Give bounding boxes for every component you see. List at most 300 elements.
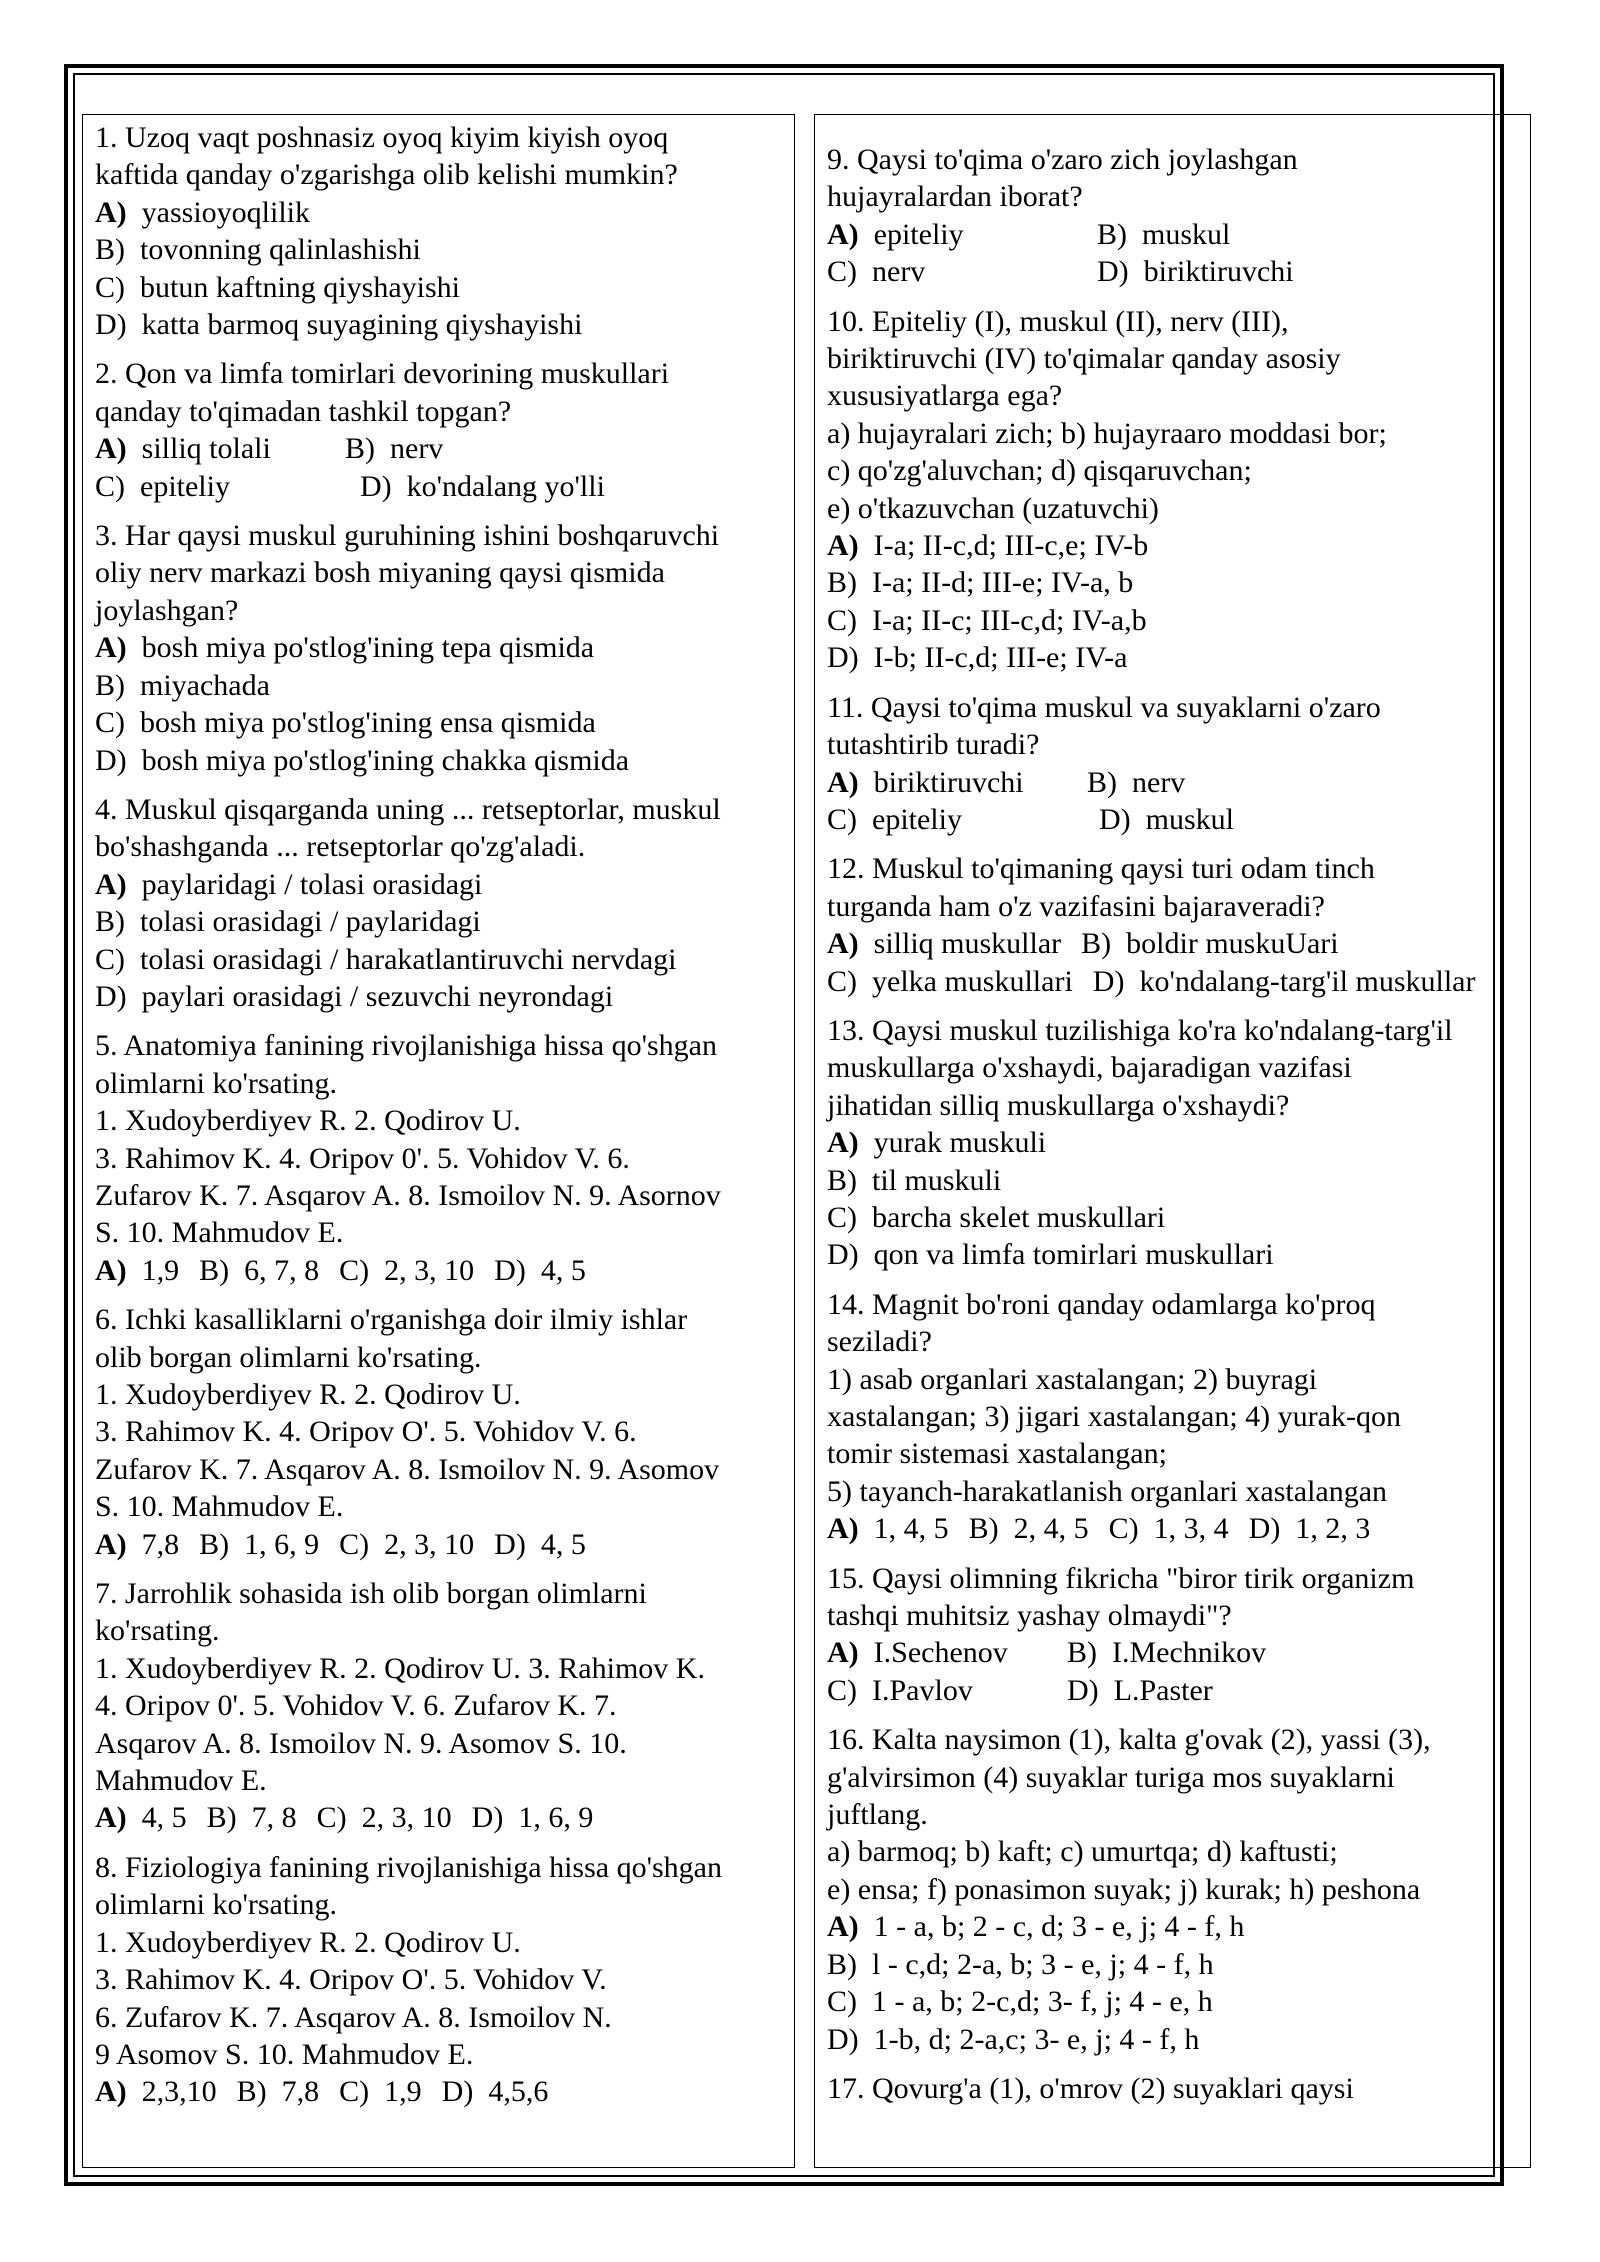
option-text: 2, 4, 5 [1013, 1512, 1089, 1546]
answer-options-row [827, 764, 1524, 801]
question-block [827, 1560, 1524, 1710]
answer-option [95, 269, 460, 306]
option-letter: C) [827, 255, 857, 289]
answer-options-row [827, 1672, 1524, 1709]
question-text-line: 1. Xudoyberdiyev R. 2. Qodirov U. [95, 1378, 521, 1411]
answer-option [827, 1983, 1213, 2020]
option-text: I.Mechnikov [1112, 1636, 1267, 1670]
option-text: paylaridagi / tolasi orasidagi [141, 867, 483, 901]
question-block [95, 791, 786, 1015]
question-text-line: 9 Asomov S. 10. Mahmudov E. [95, 2037, 474, 2071]
option-letter: C) [95, 942, 125, 976]
option-letter: D) [95, 743, 127, 777]
option-text: bosh miya po'stlog'ining ensa qismida [140, 706, 596, 740]
question-text-line: 5. Anatomiya fanining rivojlanishiga hissa qo'shgan [95, 1029, 717, 1063]
question-text-line: 15. Qaysi olimning fikricha "biror tirik organizm [827, 1561, 1415, 1595]
option-text: I-b; II-c,d; III-e; IV-a [873, 641, 1128, 675]
answer-option [237, 2073, 320, 2110]
option-letter: A) [827, 1910, 859, 1944]
option-text: silliq tolali [141, 432, 271, 466]
answer-option [207, 1799, 297, 1836]
answer-option [1067, 1672, 1213, 1709]
option-letter: A) [827, 1512, 859, 1546]
answer-option [95, 1252, 179, 1289]
option-text: 2, 3, 10 [384, 1527, 475, 1561]
answer-option [95, 629, 594, 666]
answer-options-row [827, 527, 1524, 564]
answer-options-row [95, 941, 786, 978]
question-text-line: Mahmudov E. [95, 1764, 267, 1798]
option-text: biriktiruvchi [1143, 255, 1294, 289]
answer-options-row [95, 1799, 786, 1836]
question-block [95, 119, 786, 343]
question-text-line: e) o'tkazuvchan (uzatuvchi) [827, 491, 1159, 525]
answer-option [827, 2021, 1199, 2058]
answer-options-row [95, 629, 786, 666]
right-question-column [814, 114, 1531, 2168]
option-letter: C) [316, 1801, 347, 1835]
answer-options-row [827, 1634, 1524, 1671]
question-block [827, 850, 1524, 1000]
answer-option [95, 704, 596, 741]
option-text: 2, 3, 10 [384, 1253, 475, 1287]
option-letter: C) [827, 603, 857, 637]
answer-option [494, 1526, 586, 1563]
option-text: 2,3,10 [141, 2075, 217, 2109]
option-text: 1 - a, b; 2-c,d; 3- f, j; 4 - e, h [872, 1985, 1213, 2019]
question-text-line: 3. Rahimov K. 4. Oripov O'. 5. Vohidov V. 6. [95, 1415, 637, 1449]
question-block [95, 1301, 786, 1563]
answer-option [472, 1799, 594, 1836]
option-letter: A) [827, 1636, 859, 1670]
option-letter: A) [95, 631, 127, 665]
question-text-line: 3. Har qaysi muskul guruhining ishini boshqaruvchi [95, 519, 720, 553]
answer-option [1087, 764, 1185, 801]
option-text: 4, 5 [141, 1801, 187, 1835]
option-text: 4,5,6 [488, 2075, 549, 2109]
option-letter: B) [1067, 1636, 1097, 1670]
answer-option [827, 1908, 1244, 1945]
answer-option [339, 1252, 474, 1289]
answer-option [95, 1526, 179, 1563]
option-letter: C) [827, 1673, 857, 1707]
answer-options-row [827, 1124, 1524, 1161]
option-letter: A) [827, 1126, 859, 1160]
option-text: bosh miya po'stlog'ining tepa qismida [141, 631, 595, 665]
answer-option [95, 742, 629, 779]
question-block [827, 689, 1524, 839]
option-letter: C) [95, 706, 125, 740]
answer-options-row [827, 1946, 1524, 1983]
answer-option [360, 468, 605, 505]
answer-option [1093, 963, 1476, 1000]
option-letter: D) [471, 1801, 504, 1835]
answer-option [827, 925, 1061, 962]
option-letter: D) [360, 469, 392, 503]
option-text: ko'ndalang-targ'il muskullar [1139, 964, 1476, 998]
answer-option [494, 1252, 586, 1289]
option-letter: D) [827, 641, 859, 675]
option-text: 1 - a, b; 2 - c, d; 3 - e, j; 4 - f, h [873, 1910, 1245, 1944]
answer-option [827, 216, 1097, 253]
question-text-line: seziladi? [827, 1325, 932, 1359]
question-text-line: 14. Magnit bo'roni qanday odamlarga ko'proq [827, 1287, 1376, 1321]
answer-options-row [95, 269, 786, 306]
answer-option [1081, 925, 1338, 962]
option-text: butun kaftning qiyshayishi [140, 270, 460, 304]
option-letter: A) [827, 529, 859, 563]
option-text: L.Paster [1113, 1673, 1213, 1707]
answer-options-row [827, 1162, 1524, 1199]
answer-option [827, 602, 1147, 639]
answer-options-row [827, 1983, 1524, 2020]
option-letter: B) [1081, 927, 1112, 961]
answer-option [345, 430, 443, 467]
question-block [827, 303, 1524, 677]
answer-options-row [95, 1252, 786, 1289]
option-text: epiteliy [873, 217, 964, 251]
option-text: I-a; II-c,d; III-c,e; IV-b [873, 529, 1149, 563]
option-letter: D) [1092, 964, 1125, 998]
answer-option [95, 1799, 187, 1836]
option-text: 1, 3, 4 [1153, 1512, 1229, 1546]
answer-option [827, 1634, 1067, 1671]
answer-options-row [827, 564, 1524, 601]
answer-options-row [827, 253, 1524, 290]
answer-options-row [95, 194, 786, 231]
option-letter: B) [95, 668, 125, 702]
question-text-line: biriktiruvchi (IV) to'qimalar qanday asosiy [827, 342, 1341, 376]
answer-option [827, 527, 1148, 564]
option-text: 1,9 [141, 1253, 180, 1287]
question-text-line: c) qo'zg'aluvchan; d) qisqaruvchan; [827, 454, 1252, 488]
option-letter: B) [1087, 765, 1117, 799]
question-text-line: xastalangan; 3) jigari xastalangan; 4) yurak-qon [827, 1400, 1401, 1433]
option-text: I-a; II-c; III-c,d; IV-a,b [872, 603, 1147, 637]
question-text-line: oliy nerv markazi bosh miyaning qaysi qismida [95, 556, 665, 590]
option-letter: D) [827, 2022, 859, 2056]
answer-option [95, 903, 481, 940]
question-text-line: a) barmoq; b) kaft; c) umurtqa; d) kaftusti; [827, 1835, 1338, 1869]
question-text-line: Asqarov A. 8. Ismoilov N. 9. Asomov S. 10. [95, 1726, 627, 1760]
option-letter: C) [827, 1200, 857, 1234]
answer-option [827, 1236, 1274, 1273]
option-text: 4, 5 [540, 1253, 586, 1287]
option-text: 7,8 [141, 1527, 180, 1561]
question-text-line: S. 10. Mahmudov E. [95, 1490, 344, 1524]
question-text-line: 9. Qaysi to'qima o'zaro zich joylashgan [827, 143, 1298, 176]
answer-option [95, 667, 270, 704]
question-text-line: Zufarov K. 7. Asqarov A. 8. Ismoilov N. 9. Asomov [95, 1452, 720, 1486]
question-text-line: jihatidan silliq muskullarga o'xshaydi? [827, 1088, 1290, 1122]
question-text-line: 6. Zufarov K. 7. Asqarov A. 8. Ismoilov N. [95, 2000, 612, 2034]
option-text: tolasi orasidagi / harakatlantiruvchi nervdagi [140, 942, 677, 976]
question-text-line: 3. Rahimov K. 4. Oripov O'. 5. Vohidov V. [95, 1963, 607, 1997]
answer-options-row [827, 2021, 1524, 2058]
answer-option [1109, 1510, 1229, 1547]
option-text: yelka muskullari [872, 964, 1073, 998]
option-letter: A) [827, 217, 859, 251]
option-text: nerv [390, 432, 444, 466]
answer-option [1099, 801, 1234, 838]
option-text: I.Pavlov [872, 1673, 973, 1707]
question-text-line: juftlang. [827, 1798, 928, 1832]
option-letter: D) [494, 1253, 526, 1287]
option-letter: B) [236, 2075, 267, 2109]
question-block [95, 1027, 786, 1289]
answer-option [95, 430, 345, 467]
option-letter: C) [827, 1985, 857, 2019]
option-text: l - c,d; 2-a, b; 3 - e, j; 4 - f, h [872, 1947, 1214, 1981]
option-letter: C) [95, 270, 125, 304]
answer-option [827, 1672, 1067, 1709]
answer-options-row [827, 925, 1524, 962]
answer-options-row [95, 866, 786, 903]
option-text: til muskuli [872, 1163, 1002, 1197]
answer-option [827, 639, 1127, 676]
question-text-line: g'alvirsimon (4) suyaklar turiga mos suyaklarni [827, 1760, 1395, 1794]
option-text: tolasi orasidagi / paylaridagi [140, 905, 481, 939]
option-text: 1,9 [384, 2075, 422, 2109]
question-text-line: 4. Oripov 0'. 5. Vohidov V. 6. Zufarov K. 7. [95, 1689, 617, 1723]
question-text-line: 6. Ichki kasalliklarni o'rganishga doir ilmiy ishlar [95, 1303, 688, 1337]
option-letter: C) [827, 802, 857, 836]
question-text-line: 5) tayanch-harakatlanish organlari xastalangan [827, 1474, 1388, 1508]
option-text: I-a; II-d; III-e; IV-a, b [872, 566, 1134, 600]
question-text-line: joylashgan? [95, 593, 239, 627]
option-text: silliq muskullar [873, 927, 1062, 961]
question-text-line: 1. Xudoyberdiyev R. 2. Qodirov U. 3. Rahimov K. [95, 1651, 705, 1685]
option-letter: B) [827, 1947, 857, 1981]
answer-options-row [827, 639, 1524, 676]
option-text: 4, 5 [540, 1527, 586, 1561]
answer-option [339, 1526, 474, 1563]
answer-options-row [827, 602, 1524, 639]
question-text-line: qanday to'qimadan tashkil topgan? [95, 394, 512, 428]
option-letter: D) [827, 1238, 859, 1272]
option-text: biriktiruvchi [873, 765, 1024, 799]
left-question-column [82, 114, 795, 2168]
option-text: tovonning qalinlashishi [140, 233, 421, 267]
option-text: 1, 4, 5 [873, 1512, 949, 1546]
answer-options-row [95, 978, 786, 1015]
option-text: 1-b, d; 2-a,c; 3- e, j; 4 - f, h [873, 2022, 1200, 2056]
question-text-line: olib borgan olimlarni ko'rsating. [95, 1340, 482, 1374]
option-text: 1, 6, 9 [518, 1801, 594, 1835]
answer-option [827, 1124, 1046, 1161]
question-text-line: bo'shashganda ... retseptorlar qo'zg'aladi. [95, 830, 586, 864]
option-text: paylari orasidagi / sezuvchi neyrondagi [141, 979, 614, 1013]
answer-option [339, 2073, 422, 2110]
option-text: epiteliy [140, 469, 230, 503]
option-text: muskul [1142, 217, 1231, 251]
option-text: boldir muskuUari [1126, 927, 1339, 961]
answer-options-row [827, 801, 1524, 838]
answer-option [1067, 1634, 1266, 1671]
question-text-line: muskullarga o'xshaydi, bajaradigan vazifasi [827, 1051, 1352, 1085]
option-letter: C) [339, 2075, 370, 2109]
answer-option [1097, 216, 1230, 253]
answer-options-row [827, 1236, 1524, 1273]
question-text-line: 16. Kalta naysimon (1), kalta g'ovak (2), yassi (3), [827, 1723, 1431, 1757]
question-text-line: 4. Muskul qisqarganda uning ... retseptorlar, muskul [95, 792, 721, 826]
option-text: epiteliy [872, 802, 962, 836]
option-text: barcha skelet muskullari [872, 1200, 1166, 1234]
option-letter: C) [95, 469, 125, 503]
question-text-line: 1. Uzoq vaqt poshnasiz oyoq kiyim kiyish oyoq [95, 121, 669, 154]
answer-options-row [827, 963, 1524, 1000]
option-letter: C) [1108, 1512, 1139, 1546]
option-letter: B) [968, 1512, 999, 1546]
option-letter: D) [95, 308, 127, 342]
option-text: katta barmoq suyagining qiyshayishi [141, 308, 583, 342]
question-block [827, 1721, 1524, 2058]
answer-option [95, 306, 582, 343]
answer-options-row [95, 2073, 786, 2110]
question-text-line: tutashtirib turadi? [827, 728, 1040, 762]
answer-option [827, 1510, 949, 1547]
question-text-line: kaftida qanday o'zgarishga olib kelishi mumkin? [95, 158, 678, 192]
answer-option [199, 1252, 319, 1289]
answer-options-row [95, 1526, 786, 1563]
answer-option [827, 1162, 1001, 1199]
question-text-line: 2. Qon va limfa tomirlari devorining muskullari [95, 357, 670, 391]
option-text: 7, 8 [251, 1801, 297, 1835]
option-letter: A) [827, 927, 859, 961]
option-letter: A) [95, 1801, 127, 1835]
answer-option [95, 194, 310, 231]
question-text-line: S. 10. Mahmudov E. [95, 1216, 344, 1250]
option-letter: B) [827, 566, 857, 600]
answer-options-row [827, 216, 1524, 253]
question-block [95, 1849, 786, 2111]
answer-option [95, 978, 613, 1015]
option-letter: D) [1097, 255, 1129, 289]
answer-option [827, 1199, 1165, 1236]
answer-option [969, 1510, 1089, 1547]
answer-option [827, 963, 1073, 1000]
answer-option [827, 564, 1133, 601]
question-text-line: turganda ham o'z vazifasini bajaraveradi? [827, 889, 1325, 923]
option-letter: D) [1099, 802, 1131, 836]
question-text-line: e) ensa; f) ponasimon suyak; j) kurak; h) peshona [827, 1872, 1421, 1906]
answer-option [442, 2073, 549, 2110]
option-text: yassioyoqlilik [141, 195, 310, 229]
option-letter: C) [827, 964, 857, 998]
answer-option [827, 801, 1099, 838]
answer-option [1097, 253, 1294, 290]
question-text-line: 12. Muskul to'qimaning qaysi turi odam tinch [827, 852, 1375, 886]
answer-options-row [827, 1510, 1524, 1547]
answer-option [827, 253, 1097, 290]
answer-options-row [827, 1199, 1524, 1236]
option-letter: B) [345, 432, 375, 466]
question-block [827, 1286, 1524, 1548]
question-block [827, 141, 1524, 291]
option-letter: D) [1248, 1512, 1281, 1546]
answer-option [95, 941, 676, 978]
option-text: muskul [1145, 802, 1235, 836]
question-text-line: 3. Rahimov K. 4. Oripov 0'. 5. Vohidov V. 6. [95, 1141, 630, 1175]
answer-option [95, 2073, 217, 2110]
option-letter: D) [95, 979, 127, 1013]
option-text: ko'ndalang yo'lli [406, 469, 605, 503]
question-text-line: 17. Qovurg'a (1), o'mrov (2) suyaklari qaysi [827, 2071, 1354, 2105]
answer-option [95, 468, 360, 505]
option-letter: B) [95, 233, 125, 267]
option-letter: B) [95, 905, 125, 939]
option-letter: B) [199, 1253, 230, 1287]
option-text: nerv [872, 255, 926, 289]
option-letter: D) [1067, 1673, 1099, 1707]
option-letter: D) [494, 1527, 526, 1561]
answer-options-row [95, 306, 786, 343]
question-text-line: 1) asab organlari xastalangan; 2) buyragi [827, 1362, 1318, 1396]
answer-option [827, 1946, 1214, 1983]
question-text-line: olimlarni ko'rsating. [95, 1888, 338, 1922]
option-letter: B) [827, 1163, 857, 1197]
answer-option [317, 1799, 452, 1836]
question-text-line: 10. Epiteliy (I), muskul (II), nerv (III), [827, 304, 1289, 338]
option-letter: C) [339, 1527, 370, 1561]
answer-option [827, 764, 1087, 801]
question-text-line: xususiyatlarga ega? [827, 379, 1063, 413]
answer-options-row [95, 903, 786, 940]
question-text-line: 8. Fiziologiya fanining rivojlanishiga hissa qo'shgan [95, 1850, 722, 1884]
option-text: 6, 7, 8 [244, 1253, 320, 1287]
question-text-line: tomir sistemasi xastalangan; [827, 1437, 1167, 1471]
question-block [95, 1575, 786, 1837]
option-letter: A) [95, 1527, 127, 1561]
option-letter: A) [95, 2075, 127, 2109]
question-block [95, 355, 786, 505]
option-text: nerv [1132, 765, 1186, 799]
question-block [827, 2070, 1524, 2107]
question-text-line: 11. Qaysi to'qima muskul va suyaklarni o'zaro [827, 690, 1381, 724]
option-text: yurak muskuli [873, 1126, 1047, 1160]
question-text-line: Zufarov K. 7. Asqarov A. 8. Ismoilov N. 9. Asornov [95, 1178, 721, 1212]
option-text: 2, 3, 10 [361, 1801, 452, 1835]
answer-option [1249, 1510, 1371, 1547]
question-text-line: olimlarni ko'rsating. [95, 1066, 338, 1100]
option-letter: B) [199, 1527, 230, 1561]
option-letter: A) [95, 195, 127, 229]
answer-options-row [95, 430, 786, 467]
option-text: I.Sechenov [873, 1636, 1008, 1670]
question-text-line: tashqi muhitsiz yashay olmaydi"? [827, 1599, 1232, 1633]
answer-options-row [95, 468, 786, 505]
answer-options-row [95, 231, 786, 268]
answer-option [95, 231, 421, 268]
question-text-line: a) hujayralari zich; b) hujayraaro moddasi bor; [827, 416, 1387, 450]
question-text-line: 1. Xudoyberdiyev R. 2. Qodirov U. [95, 1925, 521, 1959]
option-letter: B) [206, 1801, 237, 1835]
option-letter: D) [441, 2075, 474, 2109]
answer-options-row [95, 704, 786, 741]
answer-option [95, 866, 482, 903]
option-letter: C) [339, 1253, 370, 1287]
option-letter: A) [95, 867, 127, 901]
question-text-line: 13. Qaysi muskul tuzilishiga ko'ra ko'ndalang-targ'il [827, 1013, 1453, 1047]
question-text-line: ko'rsating. [95, 1614, 220, 1648]
option-text: 7,8 [281, 2075, 320, 2109]
question-text-line: 1. Xudoyberdiyev R. 2. Qodirov U. [95, 1104, 521, 1138]
answer-options-row [95, 742, 786, 779]
option-letter: A) [827, 765, 859, 799]
option-letter: A) [95, 1253, 127, 1287]
option-text: 1, 2, 3 [1295, 1512, 1371, 1546]
answer-options-row [827, 1908, 1524, 1945]
